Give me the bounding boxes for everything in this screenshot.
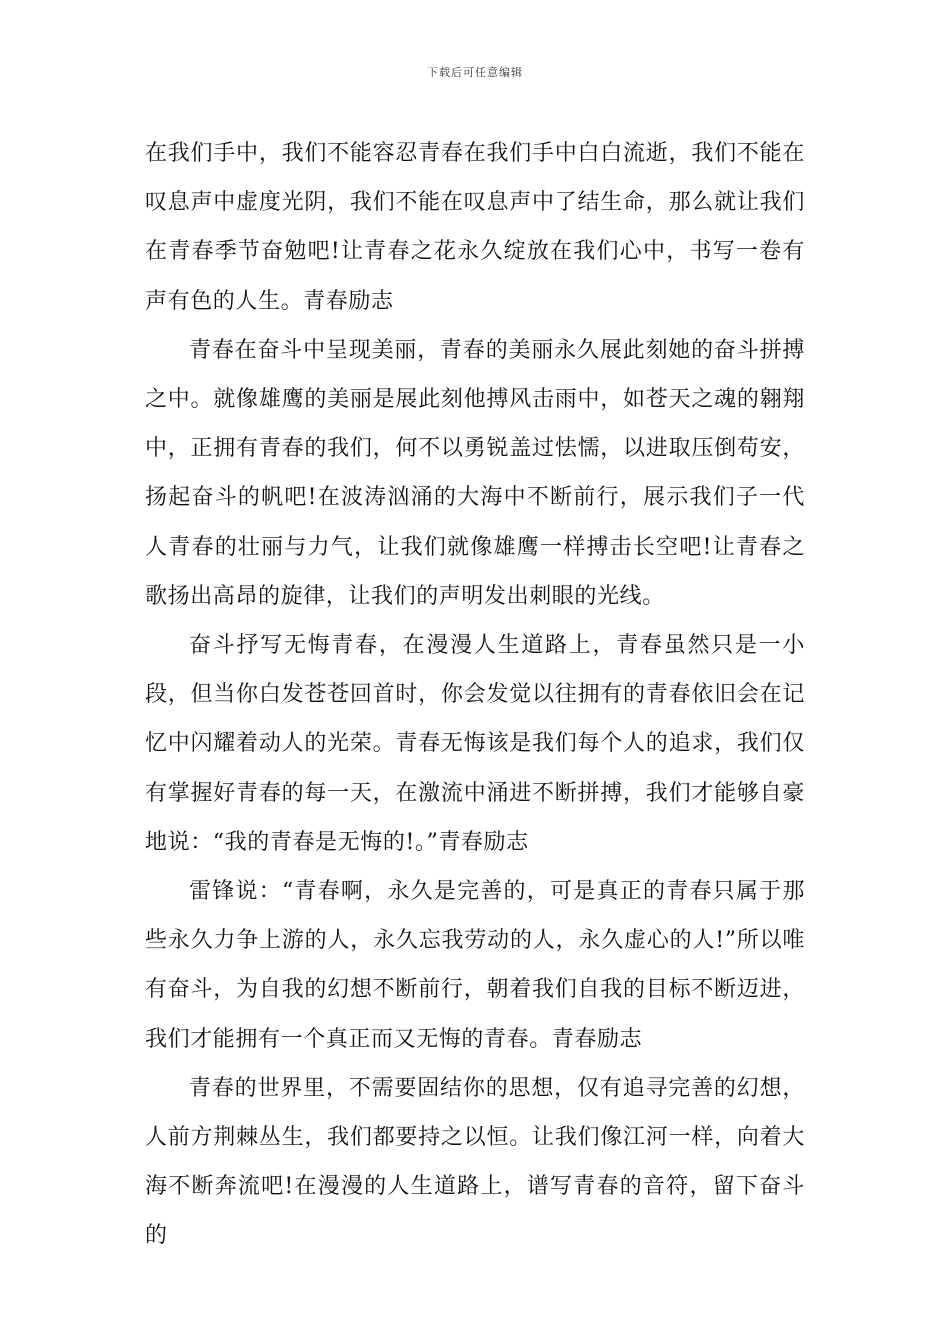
paragraph-5: 青春的世界里，不需要固结你的思想，仅有追寻完善的幻想，人前方荆棘丛生，我们都要持之以恒。让我们像江河一样，向着大海不断奔流吧!在漫漫的人生道路上，谱写青春的音符，留下奋斗的: [145, 1075, 805, 1249]
paragraph-2: 青春在奋斗中呈现美丽，青春的美丽永久展此刻她的奋斗拼搏之中。就像雄鹰的美丽是展此刻他搏风击雨中，如苍天之魂的翱翔中，正拥有青春的我们，何不以勇锐盖过怯懦，以进取压倒苟安，扬起奋斗的帆吧!在波涛汹涌的大海中不断前行，展示我们子一代人青春的壮丽与力气，让我们就像雄鹰一样搏击长空吧!让青春之歌扬出高昂的旋律，让我们的声明发出刺眼的光线。: [145, 337, 805, 609]
paragraph-4: 雷锋说：“青春啊，永久是完善的，可是真正的青春只属于那些永久力争上游的人，永久忘我劳动的人，永久虚心的人!”所以唯有奋斗，为自我的幻想不断前行，朝着我们自我的目标不断迈进，我们才能拥有一个真正而又无悔的青春。青春励志: [145, 879, 805, 1052]
body-text: [145, 129, 805, 1261]
paragraph-1: 在我们手中，我们不能容忍青春在我们手中白白流逝，我们不能在叹息声中虚度光阴，我们不能在叹息声中了结生命，那么就让我们在青春季节奋勉吧!让青春之花永久绽放在我们心中，书写一卷有声有色的人生。青春励志: [145, 141, 805, 314]
header-note: 下载后可任意编辑: [427, 66, 523, 79]
paragraph-3: 奋斗抒写无悔青春，在漫漫人生道路上，青春虽然只是一小段，但当你白发苍苍回首时，你会发觉以往拥有的青春依旧会在记忆中闪耀着动人的光荣。青春无悔该是我们每个人的追求，我们仅有掌握好青春的每一天，在激流中涌进不断拼搏，我们才能够自豪地说：“我的青春是无悔的!。”青春励志: [145, 633, 805, 855]
